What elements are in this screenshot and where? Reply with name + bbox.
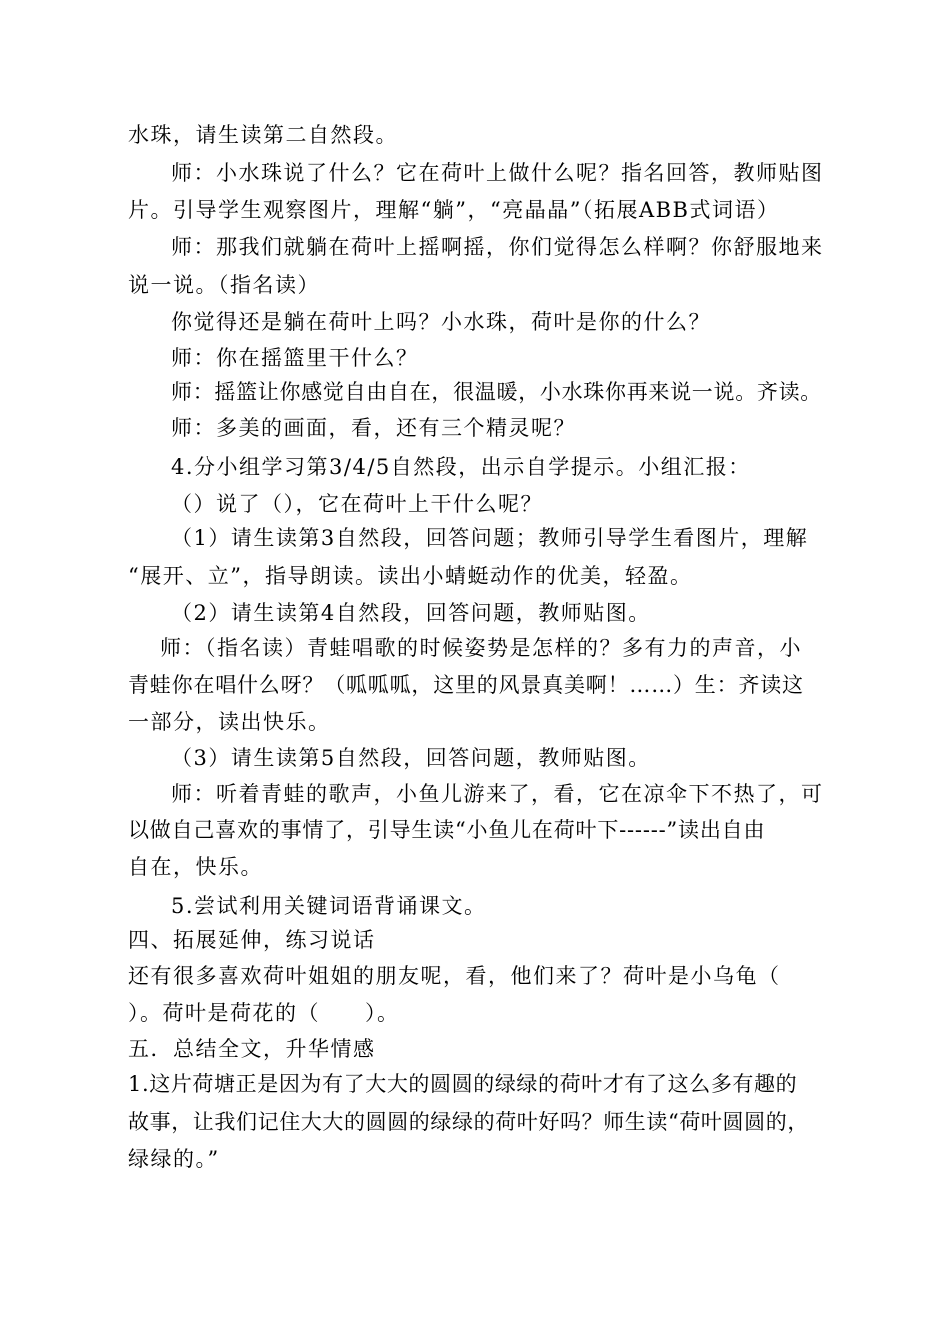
text-line: 5.尝试利用关键词语背诵课文。 xyxy=(171,894,487,918)
text-line: （）说了（），它在荷叶上干什么呢？ xyxy=(171,492,543,516)
text-line: 故事，让我们记住大大的圆圆的绿绿的荷叶好吗？师生读“荷叶圆圆的， xyxy=(128,1110,809,1134)
text-line: 你觉得还是躺在荷叶上吗？小水珠，荷叶是你的什么？ xyxy=(171,310,711,334)
text-line: 师：摇篮让你感觉自由自在，很温暖，小水珠你再来说一说。齐读。 xyxy=(171,380,822,404)
text-line: 以做自己喜欢的事情了，引导生读“小鱼儿在荷叶下------”读出自由 xyxy=(128,818,766,842)
text-line: 还有很多喜欢荷叶姐姐的朋友呢，看，他们来了？荷叶是小乌龟（ xyxy=(128,964,781,988)
text-line: 说一说。（指名读） xyxy=(128,273,320,297)
text-line: （1）请生读第3自然段，回答问题；教师引导学生看图片，理解 xyxy=(171,526,809,550)
text-line: 一部分，读出快乐。 xyxy=(128,710,331,734)
text-line: 师：多美的画面，看，还有三个精灵呢？ xyxy=(171,416,576,440)
text-line: 师：（指名读）青蛙唱歌的时候姿势是怎样的？多有力的声音，小 xyxy=(160,636,802,660)
text-line: 师：你在摇篮里干什么？ xyxy=(171,346,419,370)
text-line: 自在，快乐。 xyxy=(128,855,263,879)
text-line: ）。荷叶是荷花的（ ）。 xyxy=(128,1001,400,1025)
text-line: 绿绿的。” xyxy=(128,1147,220,1171)
text-line: 片。引导学生观察图片，理解“躺”，“亮晶晶”（拓展ABB式词语） xyxy=(128,198,780,222)
text-line: 师：听着青蛙的歌声，小鱼儿游来了，看，它在凉伞下不热了，可 xyxy=(171,782,824,806)
text-line: 1.这片荷塘正是因为有了大大的圆圆的绿绿的荷叶才有了这么多有趣的 xyxy=(128,1072,798,1096)
text-line: “展开、立”，指导朗读。读出小蜻蜓动作的优美，轻盈。 xyxy=(128,564,693,588)
section-heading: 五．总结全文，升华情感 xyxy=(128,1037,376,1061)
text-line: （2）请生读第4自然段，回答问题，教师贴图。 xyxy=(171,601,651,625)
text-line: 水珠，请生读第二自然段。 xyxy=(128,123,398,147)
text-line: （3）请生读第5自然段，回答问题，教师贴图。 xyxy=(171,746,651,770)
section-heading: 四、拓展延伸，练习说话 xyxy=(128,928,376,952)
text-line: 青蛙你在唱什么呀？（呱呱呱，这里的风景真美啊！……）生：齐读这 xyxy=(128,673,804,697)
text-line: 师：小水珠说了什么？它在荷叶上做什么呢？指名回答，教师贴图 xyxy=(171,161,824,185)
text-line: 师：那我们就躺在荷叶上摇啊摇，你们觉得怎么样啊？你舒服地来 xyxy=(171,235,824,259)
text-line: 4.分小组学习第3/4/5自然段，出示自学提示。小组汇报： xyxy=(171,455,751,479)
